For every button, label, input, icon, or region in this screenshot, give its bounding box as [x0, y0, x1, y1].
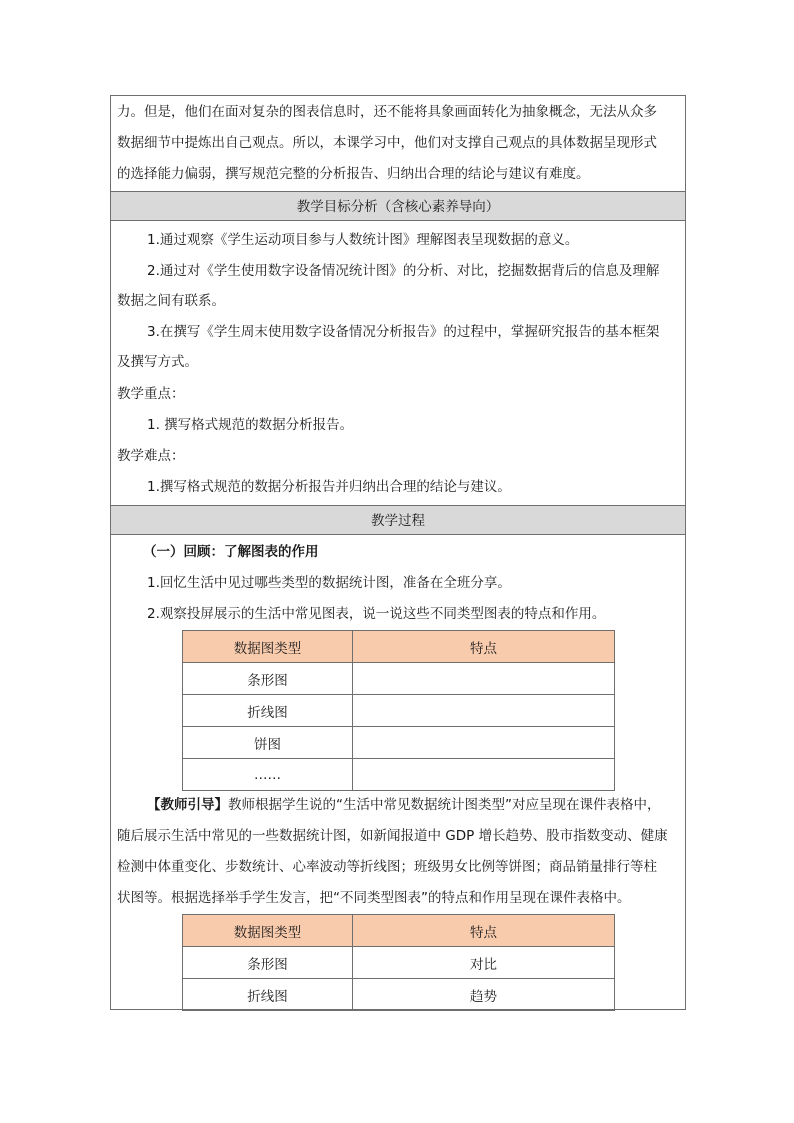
intro-line-2: 数据细节中提炼出自己观点。所以，本课学习中，他们对支撑自己观点的具体数据呈现形式 [117, 135, 657, 151]
difficulty-label: 教学难点： [117, 448, 185, 464]
guide-line-1 [147, 790, 679, 821]
objective-3-cont: 及撰写方式。 [117, 354, 198, 370]
step-1: 1.回忆生活中见过哪些类型的数据统计图，准备在全班分享。 [147, 575, 511, 591]
table-cell-feature [353, 759, 615, 791]
table-header-type: 数据图类型 [183, 915, 353, 947]
table-cell-type: 折线图 [183, 695, 353, 727]
table-cell-type: 饼图 [183, 727, 353, 759]
table-header-feature: 特点 [353, 915, 615, 947]
table-cell-type: …… [183, 759, 353, 791]
intro-line-1: 力。但是，他们在面对复杂的图表信息时，还不能将具象画面转化为抽象概念，无法从众多 [117, 104, 657, 120]
table-cell-feature: 对比 [353, 947, 615, 979]
table-cell-type: 条形图 [183, 947, 353, 979]
table-cell-feature: 趋势 [353, 979, 615, 1011]
table-cell-feature [353, 663, 615, 695]
objective-2: 2.通过对《学生使用数字设备情况统计图》的分析、对比，挖掘数据背后的信息及理解 [147, 263, 660, 279]
table-cell-feature [353, 695, 615, 727]
objective-1: 1.通过观察《学生运动项目参与人数统计图》理解图表呈现数据的意义。 [147, 232, 579, 248]
table-row [183, 759, 615, 791]
table-cell-feature [353, 727, 615, 759]
objectives-header: 教学目标分析（含核心素养导向） [111, 191, 685, 221]
objective-2-cont: 数据之间有联系。 [117, 293, 225, 309]
process-header: 教学过程 [111, 505, 685, 535]
step-2: 2.观察投屏展示的生活中常见图表，说一说这些不同类型图表的特点和作用。 [147, 606, 606, 622]
table-row [183, 947, 615, 979]
table-row [183, 727, 615, 759]
guide-line-2: 随后展示生活中常见的一些数据统计图，如新闻报道中 GDP 增长趋势、股市指数变动、健康 [117, 828, 668, 844]
table-header-row [183, 631, 615, 663]
chart-types-table-empty [182, 630, 615, 791]
difficulty-1: 1.撰写格式规范的数据分析报告并归纳出合理的结论与建议。 [147, 479, 511, 495]
chart-types-table-filled [182, 914, 615, 1011]
guide-label: 【教师引导】 [147, 797, 228, 813]
section-title: （一）回顾：了解图表的作用 [143, 544, 319, 560]
table-header-type: 数据图类型 [183, 631, 353, 663]
table-row [183, 979, 615, 1011]
lesson-plan-frame [110, 95, 686, 1010]
table-row [183, 663, 615, 695]
intro-line-3: 的选择能力偏弱，撰写规范完整的分析报告、归纳出合理的结论与建议有难度。 [117, 166, 590, 182]
objective-3: 3.在撰写《学生周末使用数字设备情况分析报告》的过程中，掌握研究报告的基本框架 [147, 324, 660, 340]
table-header-feature: 特点 [353, 631, 615, 663]
key-point-1: 1. 撰写格式规范的数据分析报告。 [147, 417, 354, 433]
guide-line-3: 检测中体重变化、步数统计、心率波动等折线图；班级男女比例等饼图；商品销量排行等柱 [117, 859, 657, 875]
guide-line-4: 状图等。根据选择举手学生发言，把“不同类型图表”的特点和作用呈现在课件表格中。 [117, 890, 631, 906]
key-points-label: 教学重点： [117, 386, 185, 402]
guide-text-1: 教师根据学生说的“生活中常见数据统计图类型”对应呈现在课件表格中， [228, 797, 661, 813]
table-header-row [183, 915, 615, 947]
table-row [183, 695, 615, 727]
table-cell-type: 条形图 [183, 663, 353, 695]
table-cell-type: 折线图 [183, 979, 353, 1011]
